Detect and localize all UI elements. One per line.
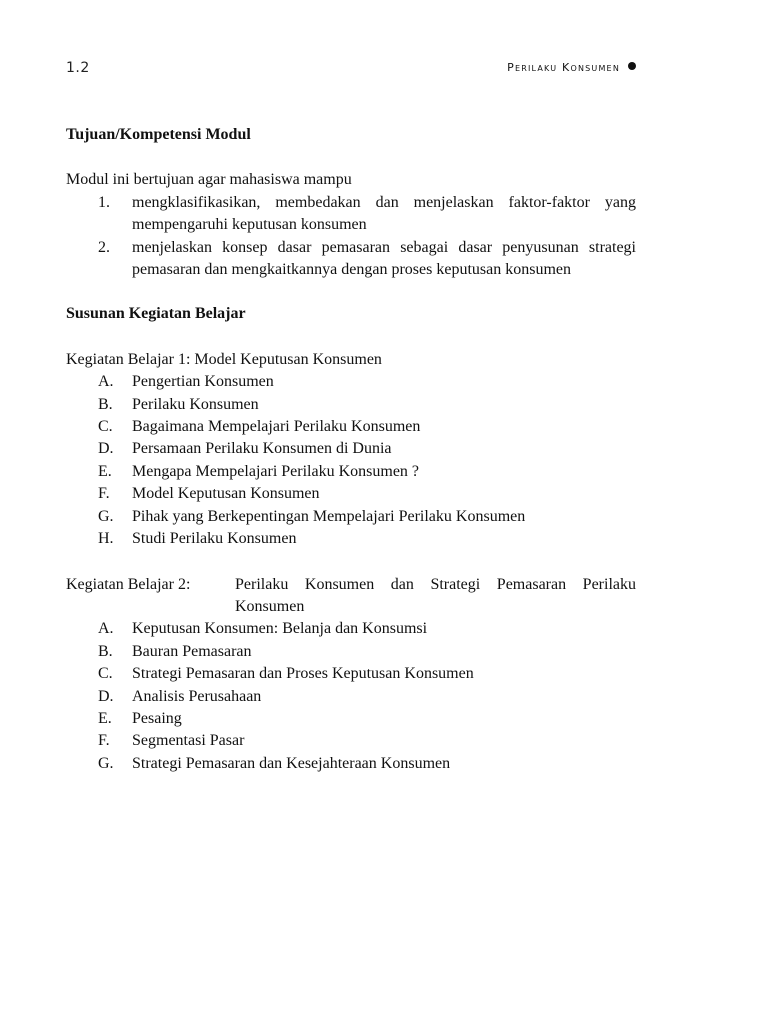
list-item-text: Bagaimana Mempelajari Perilaku Konsumen bbox=[132, 418, 421, 436]
list-item-text: Studi Perilaku Konsumen bbox=[132, 530, 297, 548]
list-item-text: Bauran Pemasaran bbox=[132, 642, 252, 660]
kegiatan-belajar-2-list bbox=[66, 618, 636, 775]
section-intro: Modul ini bertujuan agar mahasiswa mampu bbox=[66, 171, 352, 189]
list-item bbox=[66, 371, 636, 393]
list-marker: D. bbox=[98, 440, 114, 458]
list-marker: C. bbox=[98, 665, 113, 683]
kegiatan-belajar-2-topic: Perilaku Konsumen dan Strategi Pemasaran Perilaku Konsumen bbox=[235, 575, 636, 615]
list-marker: 2. bbox=[98, 238, 110, 256]
kegiatan-belajar-1-title: Kegiatan Belajar 1: Model Keputusan Konsumen bbox=[66, 350, 382, 368]
page-number: 1.2 bbox=[66, 60, 90, 76]
page-content bbox=[66, 124, 636, 775]
list-item-text: Persamaan Perilaku Konsumen di Dunia bbox=[132, 440, 392, 458]
page-header bbox=[66, 60, 636, 82]
kegiatan-belajar-2-label: Kegiatan Belajar 2: bbox=[66, 575, 191, 593]
list-item bbox=[66, 753, 636, 775]
list-item bbox=[66, 686, 636, 708]
list-item-text: Strategi Pemasaran dan Kesejahteraan Konsumen bbox=[132, 754, 451, 772]
list-marker: D. bbox=[98, 687, 114, 705]
list-marker: A. bbox=[98, 373, 114, 391]
list-item-text: Pengertian Konsumen bbox=[132, 373, 274, 391]
running-title bbox=[507, 61, 636, 74]
list-item bbox=[66, 416, 636, 438]
list-marker: C. bbox=[98, 418, 113, 436]
list-item bbox=[66, 438, 636, 460]
kegiatan-belajar-2-title bbox=[66, 574, 636, 619]
list-marker: B. bbox=[98, 642, 113, 660]
list-item bbox=[66, 192, 636, 237]
bullet-icon bbox=[628, 62, 636, 70]
section-title-susunan: Susunan Kegiatan Belajar bbox=[66, 305, 246, 323]
list-marker: H. bbox=[98, 530, 114, 548]
list-item-text: Perilaku Konsumen bbox=[132, 395, 259, 413]
list-item-text: Analisis Perusahaan bbox=[132, 687, 262, 705]
list-item bbox=[66, 394, 636, 416]
list-item bbox=[66, 461, 636, 483]
list-item-text: Pesaing bbox=[132, 709, 182, 727]
list-item-text: Model Keputusan Konsumen bbox=[132, 485, 320, 503]
list-item-text: Pihak yang Berkepentingan Mempelajari Perilaku Konsumen bbox=[132, 507, 526, 525]
list-item bbox=[66, 237, 636, 282]
list-marker: E. bbox=[98, 709, 112, 727]
list-marker: F. bbox=[98, 732, 110, 750]
list-item-text: Strategi Pemasaran dan Proses Keputusan Konsumen bbox=[132, 665, 474, 683]
list-item-text: Keputusan Konsumen: Belanja dan Konsumsi bbox=[132, 620, 428, 638]
list-item bbox=[66, 663, 636, 685]
list-marker: A. bbox=[98, 620, 114, 638]
list-item-text: mengklasifikasikan, membedakan dan menjelaskan faktor-faktor yang mempengaruhi keputusan konsumen bbox=[132, 193, 636, 234]
list-marker: E. bbox=[98, 462, 112, 480]
list-item bbox=[66, 708, 636, 730]
list-marker: 1. bbox=[98, 193, 110, 211]
list-item bbox=[66, 506, 636, 528]
list-marker: B. bbox=[98, 395, 113, 413]
list-item bbox=[66, 641, 636, 663]
kegiatan-belajar-2 bbox=[66, 574, 636, 776]
list-item bbox=[66, 528, 636, 550]
running-title-text: Perilaku Konsumen bbox=[507, 61, 620, 74]
list-marker: G. bbox=[98, 754, 114, 772]
list-item bbox=[66, 483, 636, 505]
list-marker: G. bbox=[98, 507, 114, 525]
list-marker: F. bbox=[98, 485, 110, 503]
section-title-tujuan: Tujuan/Kompetensi Modul bbox=[66, 126, 251, 143]
list-item-text: Segmentasi Pasar bbox=[132, 732, 245, 750]
objectives-list bbox=[66, 192, 636, 282]
list-item-text: Mengapa Mempelajari Perilaku Konsumen ? bbox=[132, 462, 420, 480]
list-item bbox=[66, 618, 636, 640]
kegiatan-belajar-1-list bbox=[66, 371, 636, 550]
list-item-text: menjelaskan konsep dasar pemasaran sebagai dasar penyusunan strategi pemasaran dan mengkaitkannya dengan proses keputusan konsumen bbox=[132, 238, 636, 279]
list-item bbox=[66, 730, 636, 752]
